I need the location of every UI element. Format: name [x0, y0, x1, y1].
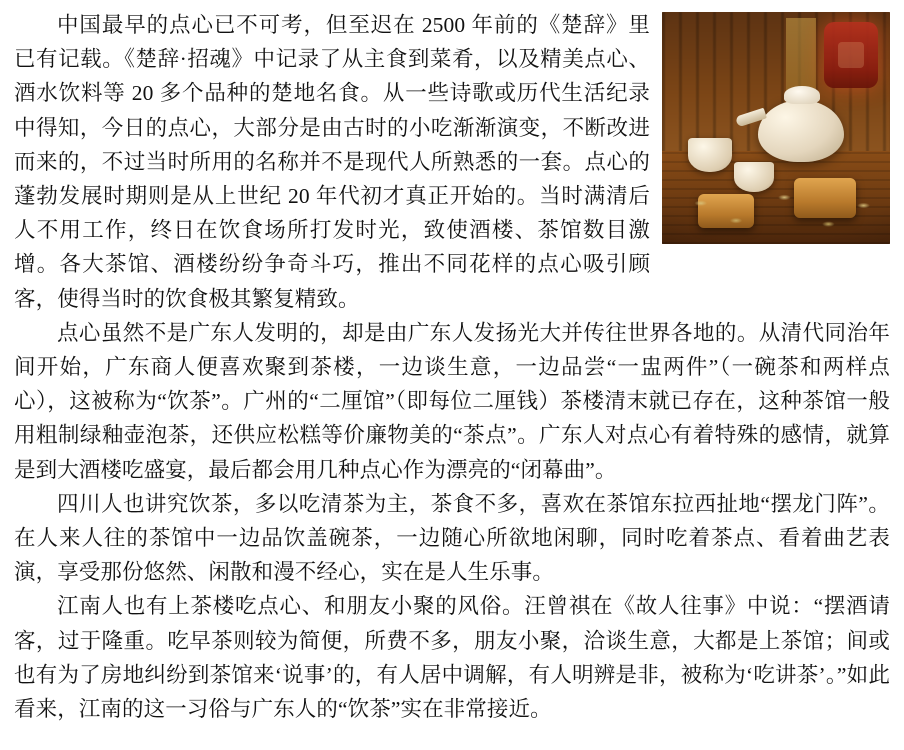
paragraph-guangdong-yumcha: 点心虽然不是广东人发明的，却是由广东人发扬光大并传往世界各地的。从清代同治年间开始，广东商人便喜欢聚到茶楼，一边谈生意，一边品尝“一盅两件”（一碗茶和两样点心），这被称为“饮茶”。广州的“二厘馆”（即每位二厘钱）茶楼清末就已存在，这种茶馆一般用粗制绿釉壶泡茶，还供应松糕等价廉物美的“茶点”。广东人对点心有着特殊的感情，就算是到大酒楼吃盛宴，最后都会用几种点心作为漂亮的“闭幕曲”。 — [14, 320, 890, 482]
photo-vignette — [662, 12, 890, 244]
teahouse-photo-image — [662, 12, 890, 244]
paragraph-history-origin: 中国最早的点心已不可考，但至迟在 2500 年前的《楚辞》里已有记载。《楚辞·招魂》中记录了从主食到菜肴，以及精美点心、酒水饮料等 20 多个品种的楚地名食。从一些诗歌或历代生活纪录中得知，今日的点心，大部分是由古时的小吃渐渐演变，不断改进而来的，不过当时所用的名称并不是现代人所熟悉的一套。点心的蓬勃发展时期则是从上世纪 20 年代初才真正开始的。当时满清后人不用工作，终日在饮食场所打发时光，致使酒楼、茶馆数目激增。各大茶馆、酒楼纷纷争奇斗巧，推出不同花样的点心吸引顾客，使得当时的饮食极其繁复精致。 — [14, 13, 651, 311]
paragraph-sichuan-teahouse: 四川人也讲究饮茶，多以吃清茶为主，茶食不多，喜欢在茶馆东拉西扯地“摆龙门阵”。在人来人往的茶馆中一边品饮盖碗茶，一边随心所欲地闲聊，同时吃着茶点、看着曲艺表演，享受那份悠然、闲散和漫不经心，实在是人生乐事。 — [14, 491, 890, 585]
teahouse-photo-figure — [662, 12, 890, 244]
paragraph-jiangnan-custom: 江南人也有上茶楼吃点心、和朋友小聚的风俗。汪曾祺在《故人往事》中说：“摆酒请客，过于隆重。吃早茶则较为简便，所费不多，朋友小聚，洽谈生意，大都是上茶馆；间或也有为了房地纠纷到茶馆来‘说事’的，有人居中调解，有人明辨是非，被称为‘吃讲茶’。”如此看来，江南的这一习俗与广东人的“饮茶”实在非常接近。 — [14, 594, 890, 722]
article-body — [14, 8, 890, 726]
